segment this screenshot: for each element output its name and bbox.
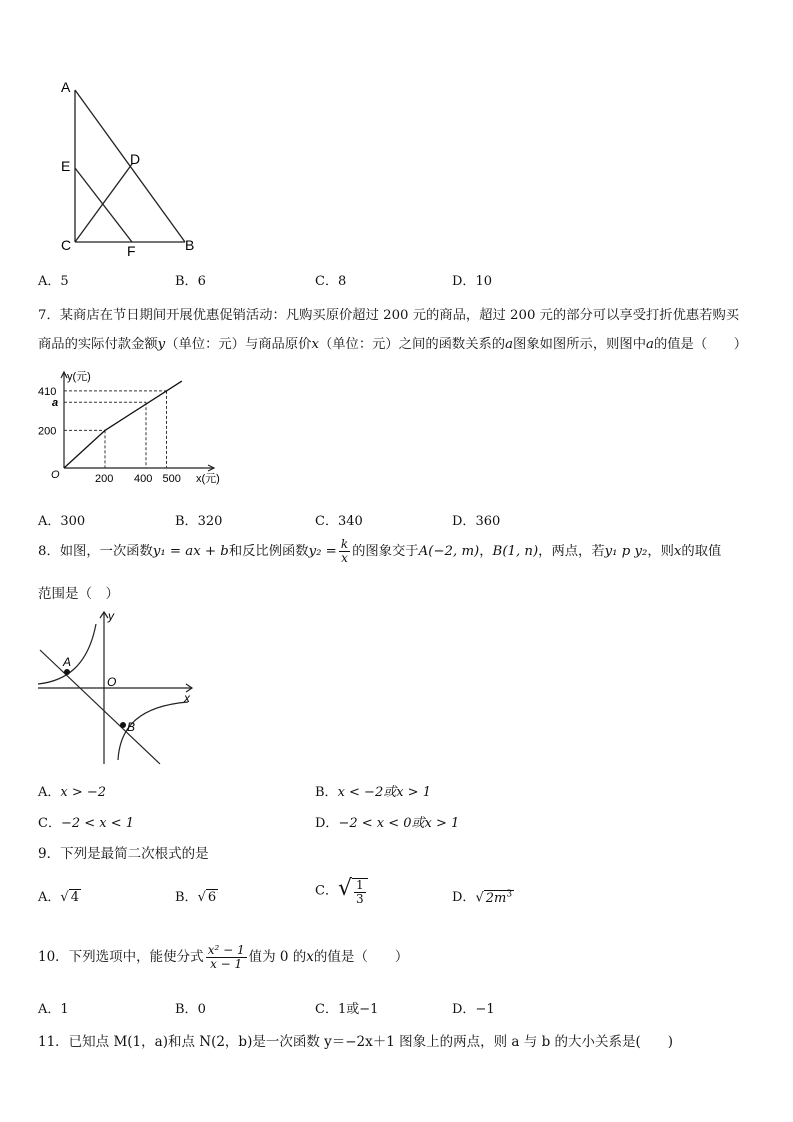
- q8-func1: y₁ = ax + b: [152, 544, 229, 559]
- chart-y-tick-200: 200: [38, 425, 57, 438]
- q9-option-c[interactable]: C．√ $\frac{1}{3}$: [315, 876, 368, 906]
- q8-option-b[interactable]: B．x < −2或x > 1: [315, 785, 431, 800]
- chart-y-tick-a: a: [52, 397, 59, 410]
- q9-stem: 9．下列是最简二次根式的是: [38, 846, 209, 862]
- sqrt-one-third: √ $\frac{1}{3}$: [338, 876, 368, 906]
- q10-option-c[interactable]: C．1或−1: [315, 1002, 379, 1017]
- line-y1: [40, 650, 160, 764]
- q6-option-c[interactable]: C．8: [315, 274, 347, 289]
- chart-y-axis-label: y(元): [67, 371, 91, 383]
- chart-x-tick-500: 500: [162, 473, 181, 485]
- chart-x-tick-200: 200: [95, 473, 114, 485]
- q9-option-a[interactable]: A．√ 4: [38, 890, 79, 905]
- q10-option-b[interactable]: B．0: [175, 1002, 206, 1017]
- chart-series-line: [64, 381, 182, 468]
- chart-x-tick-400: 400: [134, 473, 153, 485]
- q9-option-d[interactable]: D．√ $2m^3$: [452, 889, 513, 906]
- chart-origin-label: O: [51, 469, 60, 481]
- chart-y-tick-410: 410: [38, 385, 57, 398]
- q11-stem: 11．已知点 M(1，a)和点 N(2，b)是一次函数 y＝−2x＋1 图象上的两点，则 a 与 b 的大小关系是( ): [38, 1034, 674, 1050]
- q7-stem-line2: 商品的实际付款金额y（单位：元）与商品原价x（单位：元）之间的函数关系的a图象如图所示，则图中a的值是（ ）: [38, 337, 748, 352]
- point-b: [120, 722, 126, 728]
- sqrt-4: √ 4: [60, 890, 79, 905]
- q8-option-a[interactable]: A．x > −2: [38, 785, 107, 800]
- q7-option-a[interactable]: A．300: [38, 514, 86, 529]
- q10-fraction: $\frac{\text{x² − 1}}{x - 1}$: [207, 943, 245, 971]
- label-x-axis: x: [184, 691, 190, 705]
- q10-option-a[interactable]: A．1: [38, 1002, 69, 1017]
- q9-option-b[interactable]: B．√ 6: [175, 890, 217, 905]
- q8-option-c[interactable]: C．−2 < x < 1: [38, 816, 135, 831]
- sqrt-2m-cubed: √ $2m^3$: [475, 889, 513, 906]
- q7-option-c[interactable]: C．340: [315, 514, 363, 529]
- label-a: A: [61, 79, 71, 95]
- q8-fraction-k-over-x: $\frac{k}{x}$: [340, 537, 349, 565]
- q7-option-b[interactable]: B．320: [175, 514, 223, 529]
- label-c: C: [61, 237, 72, 253]
- q6-option-d[interactable]: D．10: [452, 274, 492, 289]
- label-d: D: [130, 151, 141, 167]
- label-point-a: A: [63, 655, 72, 669]
- q8-option-d[interactable]: D．−2 < x < 0或x > 1: [315, 816, 460, 831]
- q7-stem-line1: 7．某商店在节日期间开展优惠促销活动：凡购买原价超过 200 元的商品，超过 200 元的部分可以享受打折优惠若购买: [38, 308, 740, 323]
- label-origin: O: [107, 675, 117, 689]
- hyperbola-figure: [36, 606, 200, 770]
- q10-stem: 10．下列选项中，能使分式 $\frac{\text{x² − 1}}{x - 1}$ 值为 0 的x的值是（ ）: [38, 943, 409, 971]
- q8-stem-line1: 8．如图，一次函数y₁ = ax + b和反比例函数y₂ = $\frac{k}{x}$ 的图象交于A(−2, m)，B(1, n)，两点，若y₁ p y₂，则x的取值: [38, 537, 722, 565]
- q7-option-d[interactable]: D．360: [452, 514, 501, 529]
- label-point-b: B: [127, 720, 136, 734]
- sqrt-6: √ 6: [197, 890, 217, 905]
- price-chart: [36, 366, 236, 494]
- label-f: F: [127, 243, 136, 259]
- chart-x-axis-label: x(元): [196, 473, 220, 485]
- label-y-axis: y: [108, 609, 114, 623]
- q8-stem-line2: 范围是（ ）: [38, 586, 119, 602]
- label-b: B: [185, 237, 195, 253]
- point-a: [64, 669, 70, 675]
- q6-option-a[interactable]: A．5: [38, 274, 69, 289]
- q6-option-b[interactable]: B．6: [175, 274, 206, 289]
- triangle-figure: [56, 78, 206, 260]
- label-e: E: [61, 158, 71, 174]
- q10-option-d[interactable]: D．−1: [452, 1002, 495, 1017]
